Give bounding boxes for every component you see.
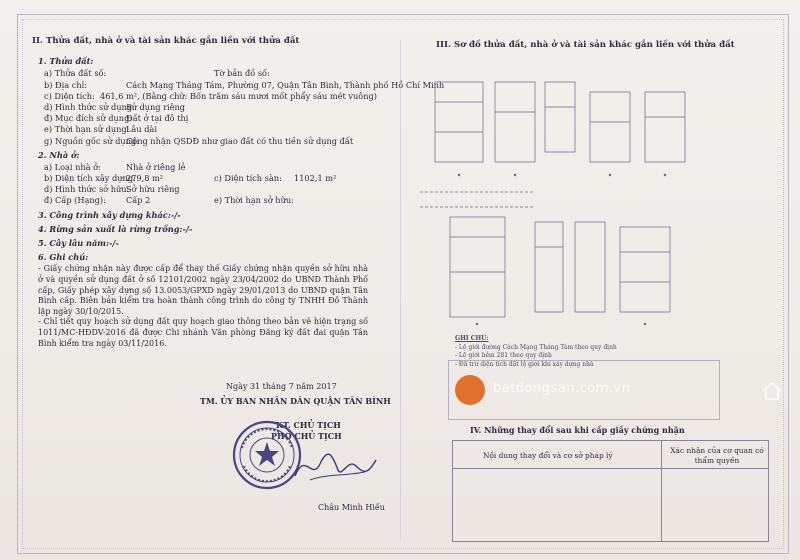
legend-line: - Đã trừ diện tích đất lộ giới khi xây dựng nhà	[455, 360, 594, 368]
area-value: 461,6 m², (Bằng chữ: Bốn trăm sáu mươi mốt phẩy sáu mét vuông)	[100, 90, 377, 101]
house-type-value: Nhà ở riêng lẻ	[126, 161, 186, 172]
signer-title: PHÓ CHỦ TỊCH	[271, 431, 342, 441]
perennial-item: 5. Cây lâu năm:-/-	[38, 238, 119, 249]
grade-label: đ) Cấp (Hạng):	[44, 195, 106, 206]
usage-form-value: Sử dụng riêng	[126, 101, 186, 112]
legend-line: - Lộ giới đường Cách Mạng Tháng Tám theo quy định	[455, 343, 617, 351]
map-sheet-label: Tờ bản đồ số:	[214, 68, 270, 79]
signing-date: Ngày 31 tháng 7 năm 2017	[226, 382, 337, 391]
table-column-divider	[661, 441, 662, 541]
origin-label: g) Nguồn gốc sử dụng:	[44, 135, 139, 146]
ownership-term-label: e) Thời hạn sở hữu:	[214, 195, 294, 206]
section-title-land-house: II. Thửa đất, nhà ở và tài sản khác gắn liền với thửa đất	[32, 36, 300, 46]
land-row	[44, 113, 390, 124]
floor-plan-upper-left	[435, 82, 483, 162]
floor-plan-upper-4	[590, 92, 630, 162]
changes-section-title: IV. Những thay đổi sau khi cấp giấy chứng nhận	[470, 425, 685, 435]
land-row	[44, 68, 390, 79]
site-plan-ground-1	[450, 217, 505, 317]
usage-form-label: d) Hình thức sử dụng:	[44, 101, 135, 112]
land-row	[44, 91, 390, 102]
usage-term-label: e) Thời hạn sử dụng:	[44, 124, 130, 135]
forest-item: 4. Rừng sản xuất là rừng trồng:-/-	[38, 223, 193, 234]
watermark-logo-icon	[455, 375, 485, 405]
land-row	[44, 124, 390, 135]
built-area-label: b) Diện tích xây dựng:	[44, 173, 136, 184]
usage-term-value: Lâu dài	[126, 124, 157, 135]
floor-area-label: c) Diện tích sàn:	[214, 173, 282, 184]
house-type-label: a) Loại nhà ở:	[44, 161, 101, 172]
table-header-confirmation: Xác nhận của cơ quan có thẩm quyền	[670, 446, 764, 465]
left-column	[32, 36, 445, 349]
signer-capacity: KT. CHỦ TỊCH	[276, 420, 341, 430]
other-works-item: 3. Công trình xây dựng khác:-/-	[38, 209, 181, 220]
house-heading: 2. Nhà ở:	[38, 149, 80, 160]
house-row	[44, 173, 390, 184]
origin-value: Công nhận QSDĐ như giao đất có thu tiền sử dụng đất	[126, 135, 354, 146]
land-row	[44, 136, 390, 147]
changes-table	[452, 440, 769, 542]
address-value: Cách Mạng Tháng Tám, Phường 07, Quận Tân Bình, Thành phố Hồ Chí Minh	[126, 79, 445, 90]
watermark-text: batdongsan.com.vn	[493, 381, 631, 396]
table-header-content: Nội dung thay đổi và cơ sở pháp lý	[483, 451, 613, 460]
table-header-divider	[453, 468, 768, 469]
issuing-authority: TM. ỦY BAN NHÂN DÂN QUẬN TÂN BÌNH	[200, 396, 391, 406]
floor-plan-upper-5	[645, 92, 685, 162]
usage-purpose-label: đ) Mục đích sử dụng:	[44, 113, 133, 124]
usage-purpose-value: Đất ở tại đô thị	[126, 113, 189, 124]
site-plan-ground-strip-2	[575, 222, 605, 312]
legend-heading: GHI CHÚ:	[455, 335, 489, 342]
floor-plan-upper-2	[495, 82, 535, 162]
house-row	[44, 195, 390, 206]
signer-name: Châu Minh Hiếu	[318, 503, 385, 512]
site-plan-drawing	[415, 62, 715, 332]
ownership-form-label: d) Hình thức sở hữu:	[44, 184, 130, 195]
site-plan-ground-strip	[535, 222, 563, 312]
floor-area-value: 1102,1 m²	[294, 173, 337, 184]
legend-line: - Lộ giới hẻm 281 theo quy định	[455, 352, 552, 360]
land-heading: 1. Thửa đất:	[38, 56, 94, 67]
built-area-value: 279,8 m²	[126, 173, 164, 184]
land-row	[44, 102, 390, 113]
notes-heading: 6. Ghi chú:	[38, 252, 89, 263]
column-divider	[400, 40, 401, 540]
watermark	[455, 375, 785, 411]
floor-plan-upper-3	[545, 82, 575, 152]
site-plan-ground-2	[620, 227, 670, 312]
area-label: c) Diện tích:	[44, 90, 95, 101]
ownership-form-value: Sở hữu riêng	[126, 184, 180, 195]
land-row	[44, 79, 445, 91]
note-paragraph-2: - Chỉ tiết quy hoạch sử dụng đất quy hoạch giao thông theo bản vẽ hiện trạng số 1011/MC-HĐDV-2016 đã được Chi nhánh Văn phòng Đăng ký đất đai quận Tân Bình kiểm tra ngày 03/11/2016.	[38, 317, 368, 348]
note-paragraph-1: - Giấy chứng nhận này được cấp để thay thế Giấy chứng nhận quyền sở hữu nhà ở và quyền sử dụng đất ở số 12101/2002 ngày 23/04/2002 do UBND Thành Phố cấp, Giấy phép xây dựng số 13.0053/GPXD ngày 29/01/2013 do UBND quận Tân Bình cấp. Biên bản kiểm tra hoàn thành công trình do công ty TNHH Đô Thành lập ngày 30/10/2015.	[38, 264, 368, 316]
house-row	[44, 184, 390, 195]
house-icon	[760, 379, 784, 403]
grade-value: Cấp 2	[126, 195, 151, 206]
address-label: b) Địa chỉ:	[44, 79, 87, 90]
section-title-site-plan: III. Sơ đồ thửa đất, nhà ở và tài sản khác gắn liền với thửa đất	[436, 40, 735, 50]
handwritten-signature-icon	[290, 446, 380, 486]
land-parcel-label: a) Thửa đất số:	[44, 68, 107, 79]
house-row	[44, 162, 390, 173]
